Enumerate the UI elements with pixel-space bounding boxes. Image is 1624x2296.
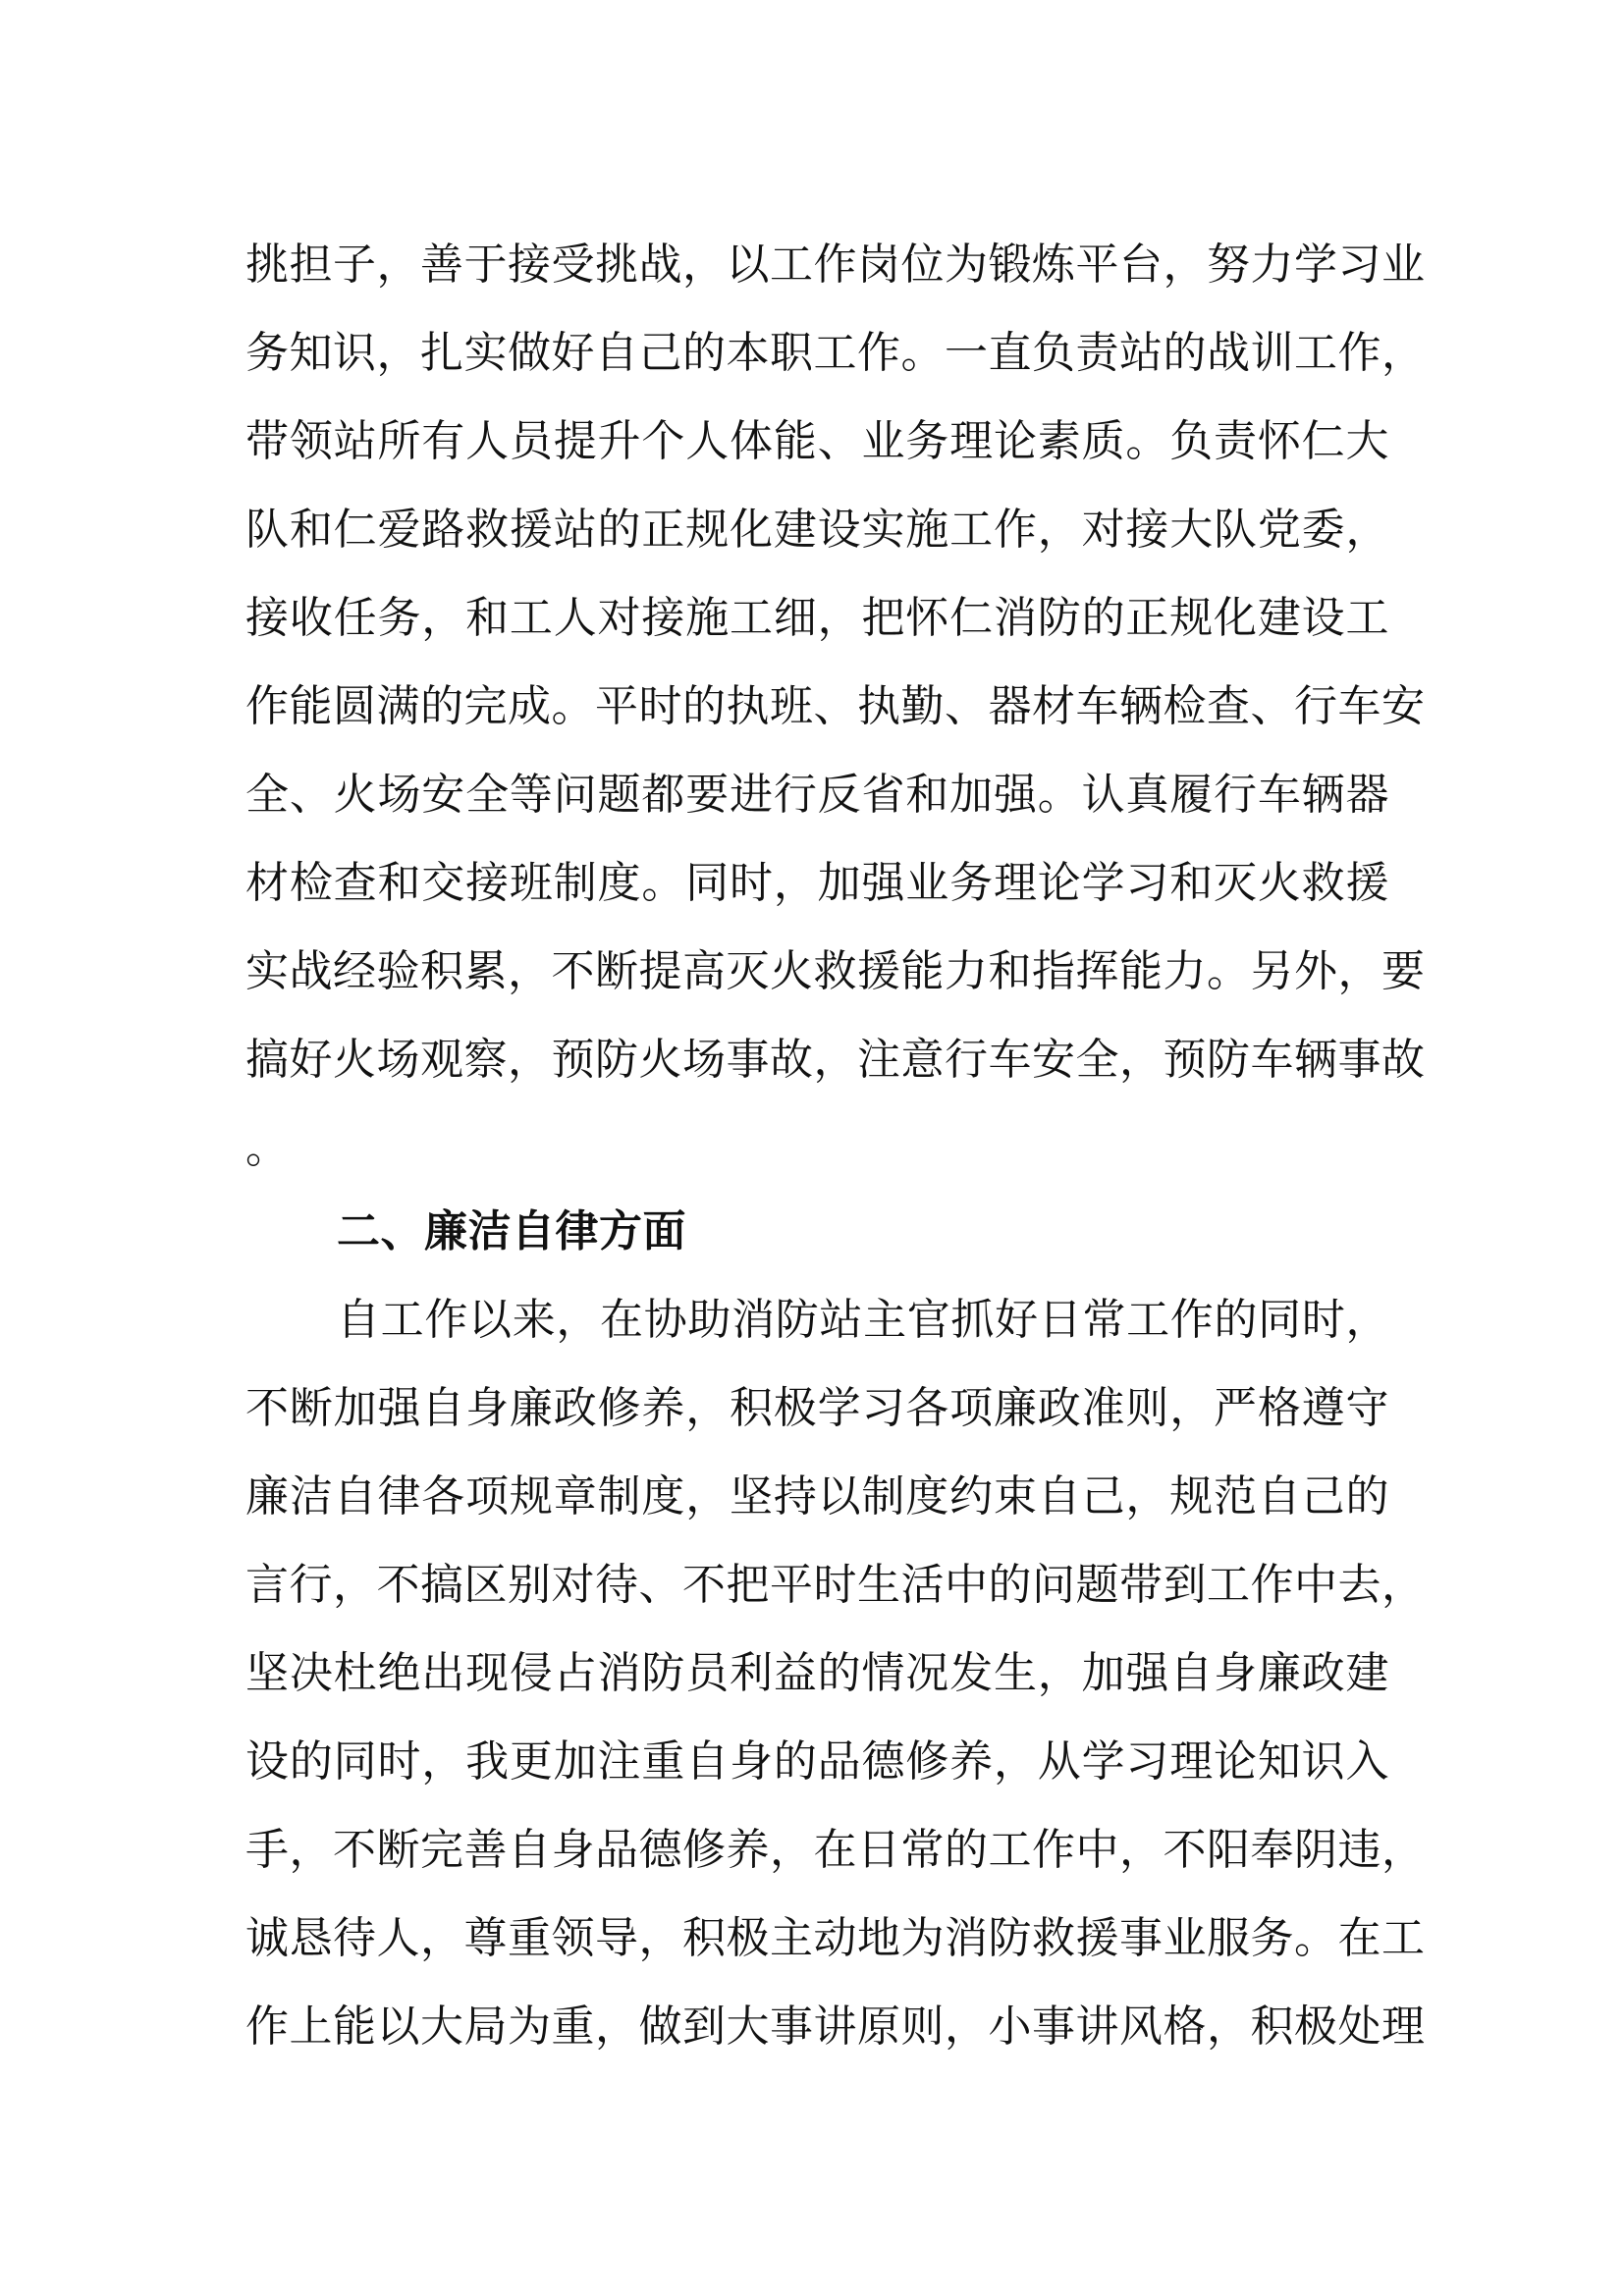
paragraph-line: 廉洁自律各项规章制度，坚持以制度约束自己，规范自己的 [245, 1471, 1389, 1522]
paragraph-line: 言行，不搞区别对待、不把平时生活中的问题带到工作中去， [245, 1560, 1426, 1610]
paragraph-line: 带领站所有人员提升个人体能、业务理论素质。负责怀仁大 [245, 416, 1389, 466]
paragraph-line: 手，不断完善自身品德修养，在日常的工作中，不阳奉阴违， [245, 1825, 1426, 1875]
paragraph-line: 接收任务，和工人对接施工细，把怀仁消防的正规化建设工 [245, 593, 1389, 643]
paragraph-line: 搞好火场观察，预防火场事故，注意行车安全，预防车辆事故 [245, 1035, 1426, 1085]
paragraph-line: 作能圆满的完成。平时的执班、执勤、器材车辆检查、行车安 [245, 681, 1426, 731]
paragraph-line: 坚决杜绝出现侵占消防员利益的情况发生，加强自身廉政建 [245, 1648, 1389, 1698]
paragraph-line: 挑担子，善于接受挑战，以工作岗位为锻炼平台，努力学习业 [245, 240, 1426, 290]
paragraph-line: 。 [245, 1123, 290, 1173]
paragraph-line: 作上能以大局为重，做到大事讲原则，小事讲风格，积极处理 [245, 2002, 1426, 2052]
paragraph-line: 诚恳待人，尊重领导，积极主动地为消防救援事业服务。在工 [245, 1913, 1426, 1963]
paragraph-line: 材检查和交接班制度。同时，加强业务理论学习和灭火救援 [245, 858, 1389, 908]
paragraph-line: 实战经验积累，不断提高灭火救援能力和指挥能力。另外，要 [245, 946, 1426, 996]
paragraph-line: 务知识，扎实做好自己的本职工作。一直负责站的战训工作， [245, 328, 1426, 378]
paragraph-line: 不断加强自身廉政修养，积极学习各项廉政准则，严格遵守 [245, 1383, 1389, 1433]
paragraph-line: 队和仁爱路救援站的正规化建设实施工作，对接大队党委， [245, 505, 1389, 555]
paragraph-line: 自工作以来，在协助消防站主官抓好日常工作的同时， [337, 1295, 1389, 1345]
paragraph-line: 全、火场安全等问题都要进行反省和加强。认真履行车辆器 [245, 770, 1389, 820]
paragraph-line: 设的同时，我更加注重自身的品德修养，从学习理论知识入 [245, 1736, 1389, 1787]
section-heading: 二、廉洁自律方面 [337, 1206, 686, 1256]
